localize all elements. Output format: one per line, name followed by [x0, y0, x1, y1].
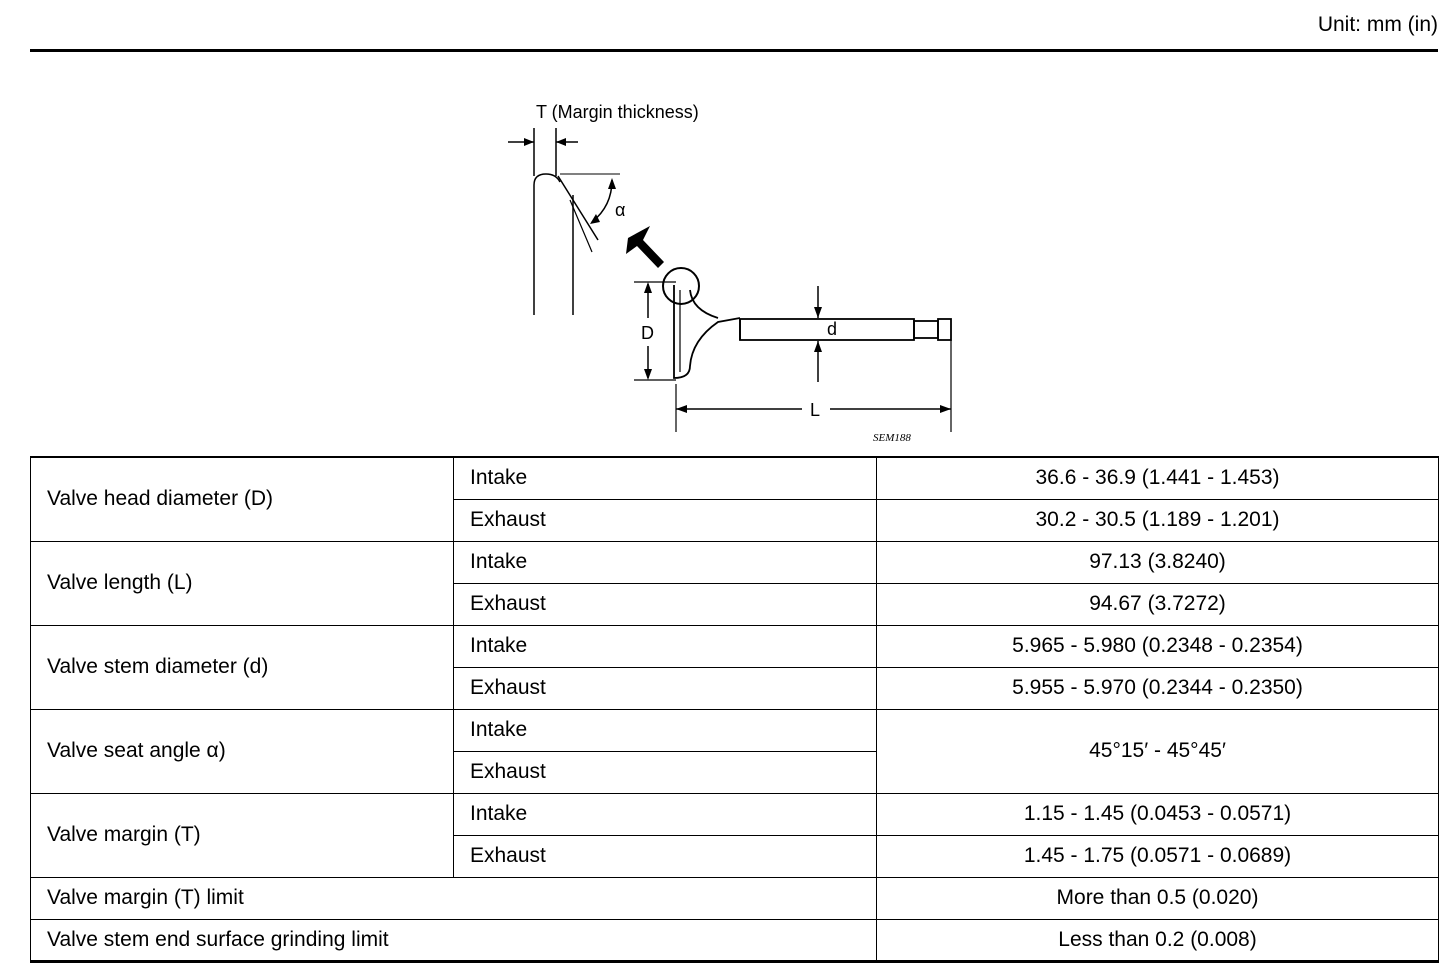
row-label-seat-angle: Valve seat angle α) — [31, 709, 454, 793]
small-d-arrowhead-top — [814, 307, 822, 318]
value-seat-angle: 45°15′ - 45°45′ — [877, 709, 1439, 793]
alpha-label: α — [615, 200, 626, 220]
value-length-exhaust: 94.67 (3.7272) — [877, 583, 1439, 625]
sub-label-exhaust: Exhaust — [454, 583, 877, 625]
value-length-intake: 97.13 (3.8240) — [877, 541, 1439, 583]
valve-head-lower — [674, 285, 740, 378]
value-grinding-limit: Less than 0.2 (0.008) — [877, 919, 1439, 961]
sub-label-exhaust: Exhaust — [454, 667, 877, 709]
row-label-margin: Valve margin (T) — [31, 793, 454, 877]
valve-length-label: L — [810, 400, 821, 420]
row-label-head-diameter: Valve head diameter (D) — [31, 457, 454, 541]
table-row — [31, 877, 1439, 919]
sub-label-intake: Intake — [454, 541, 877, 583]
valve-head-upper — [690, 290, 718, 318]
sub-label-exhaust: Exhaust — [454, 835, 877, 877]
figure-code: SEM188 — [873, 432, 911, 444]
stem-diameter-label: d — [827, 319, 838, 339]
sub-label-intake: Intake — [454, 625, 877, 667]
row-label-margin-limit: Valve margin (T) limit — [31, 877, 877, 919]
value-margin-intake: 1.15 - 1.45 (0.0453 - 0.0571) — [877, 793, 1439, 835]
valve-diagram — [0, 0, 1456, 455]
table-row — [31, 709, 1439, 751]
value-stem-diameter-intake: 5.965 - 5.980 (0.2348 - 0.2354) — [877, 625, 1439, 667]
sub-label-exhaust: Exhaust — [454, 751, 877, 793]
t-arrowhead-right — [556, 138, 566, 146]
value-margin-limit: More than 0.5 (0.020) — [877, 877, 1439, 919]
table-row — [31, 457, 1439, 499]
row-label-length: Valve length (L) — [31, 541, 454, 625]
sub-label-intake: Intake — [454, 457, 877, 499]
value-head-diameter-intake: 36.6 - 36.9 (1.441 - 1.453) — [877, 457, 1439, 499]
valve-spec-table — [30, 456, 1439, 963]
detail-face-line — [558, 176, 598, 240]
unit-label: Unit: mm (in) — [1317, 13, 1438, 36]
sub-label-exhaust: Exhaust — [454, 499, 877, 541]
table-row — [31, 625, 1439, 667]
value-stem-diameter-exhaust: 5.955 - 5.970 (0.2344 - 0.2350) — [877, 667, 1439, 709]
margin-thickness-label: T (Margin thickness) — [536, 102, 699, 122]
table-row — [31, 541, 1439, 583]
d-arrowhead-top — [644, 282, 652, 293]
sub-label-intake: Intake — [454, 709, 877, 751]
l-arrowhead-left — [676, 405, 687, 413]
stem-tip — [938, 319, 951, 340]
detail-head-outline — [534, 174, 560, 315]
sub-label-intake: Intake — [454, 793, 877, 835]
stem-groove — [914, 321, 938, 338]
detail-circle — [663, 268, 699, 304]
table-row — [31, 919, 1439, 961]
detail-pointer-arrow-icon — [626, 226, 664, 268]
value-margin-exhaust: 1.45 - 1.75 (0.0571 - 0.0689) — [877, 835, 1439, 877]
l-arrowhead-right — [940, 405, 951, 413]
table-row — [31, 793, 1439, 835]
alpha-arrowhead-top — [608, 178, 616, 189]
valve-head-diameter-label: D — [641, 323, 654, 343]
row-label-grinding-limit: Valve stem end surface grinding limit — [31, 919, 877, 961]
row-label-stem-diameter: Valve stem diameter (d) — [31, 625, 454, 709]
d-arrowhead-bottom — [644, 369, 652, 380]
t-arrowhead-left — [524, 138, 534, 146]
small-d-arrowhead-bottom — [814, 341, 822, 352]
value-head-diameter-exhaust: 30.2 - 30.5 (1.189 - 1.201) — [877, 499, 1439, 541]
